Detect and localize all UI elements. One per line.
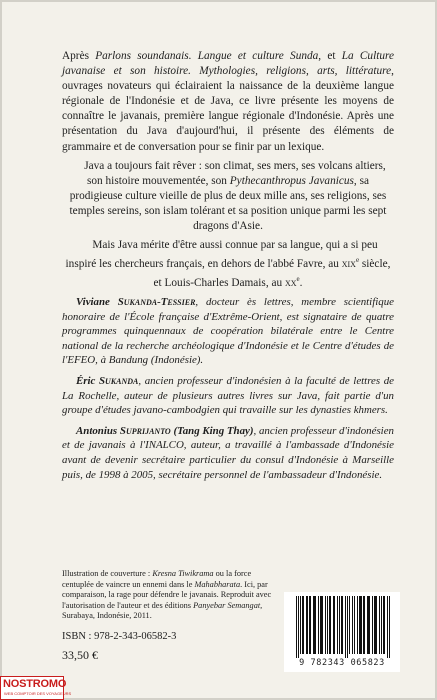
barcode-bar [313, 596, 316, 654]
barcode [284, 592, 400, 672]
barcode-bar [352, 596, 353, 654]
barcode-bar [329, 596, 331, 654]
blurb-paragraph-3: Mais Java mérite d'être aussi connue par sa langue, qui a si peu inspiré les chercheurs français, en dehors de l'abbé Favre, au xix$^e$ siècle, et Louis-Charles Damais, au $xx^e$. [65, 239, 391, 289]
barcode-bar [309, 596, 311, 654]
barcode-bar [383, 596, 385, 654]
barcode-bar [318, 596, 319, 654]
barcode-bar [357, 596, 358, 654]
barcode-bar [302, 596, 304, 654]
barcode-bar [359, 596, 362, 654]
nostromo-logo [0, 676, 72, 700]
blurb-paragraph-1: Après Parlons soundanais. Langue et culture Sunda, et La Culture javanaise et son histoire. Mythologies, religions, arts, littérature, ouvrages novateurs qui éclairaient la naissance de la deuxième langue régionale de l'Indonésie et de Java, ce livre présente les moyens de connaître le javanais, première langue régionale d'Indonésie. Après une présentation du Java d'aujourd'hui, il présente des éléments de grammaire et de conversation pour se finir par un lexique. [62, 50, 394, 153]
barcode-bar [379, 596, 380, 654]
barcode-bar [363, 596, 365, 654]
blurb-paragraph-2: Java a toujours fait rêver : son climat, ses mers, ses volcans altiers, son histoire mouvementée, son Pythecanthropus Javanicus, sa prodigieuse culture vieille de plus de deux mille ans, ses religions, ses temples sereins, son islam tolérant et sa position unique parmi les sept dragons d'Asie. [69, 159, 387, 233]
barcode-bar [296, 596, 297, 658]
barcode-bar [345, 596, 346, 658]
barcode-number: 9 782343 065823 [299, 658, 385, 668]
barcode-bar [341, 596, 343, 654]
barcode-bar [372, 596, 373, 654]
barcode-bar [381, 596, 382, 654]
logo-text: NOSTROMO [3, 678, 67, 690]
barcode-bar [333, 596, 335, 654]
barcode-bar [387, 596, 388, 658]
blurb [62, 49, 394, 295]
barcode-bar [339, 596, 340, 654]
barcode-bar [320, 596, 323, 654]
barcode-bar [347, 596, 348, 658]
author-bio: Antonius Suprijanto (Tang King Thay), ancien professeur d'indonésien et de javanais à l'INALCO, auteur, a travaillé à l'ambassade d'Indonésie avant de devenir secrétaire particulier du consul d'Indonésie à Marseille puis, de 1998 à 2005, secrétaire personnel de l'ambassadeur d'Indonésie. [62, 424, 394, 481]
author-bio: Viviane Sukanda-Tessier, docteur ès lettres, membre scientifique honoraire de l'École française d'Extrême-Orient, est signataire de quatre programmes quinquennaux de coopération bilatérale entre le Centre national de la recherche archéologique d'Indonésie et le Centre d'études de l'EFEO, à Bandung (Indonésie). [62, 296, 394, 367]
barcode-bar [327, 596, 328, 654]
barcode-bar [306, 596, 308, 654]
barcode-bars [294, 596, 390, 658]
author-name: Éric Sukanda [76, 374, 139, 387]
isbn: ISBN : 978-2-343-06582-3 [62, 631, 177, 642]
barcode-bar [367, 596, 370, 654]
barcode-bar [374, 596, 377, 654]
author-name: Viviane Sukanda-Tessier [76, 296, 196, 308]
barcode-bar [298, 596, 299, 658]
logo-tagline: WEB COMPTOIR DES VOYAGEURS [4, 691, 72, 696]
barcode-bar [300, 596, 301, 654]
barcode-bar [325, 596, 326, 654]
cover-illustration-credit: Illustration de couverture : Kresna Tiwikrama ou la force centuplée de vaincre un ennemi dans le Mahabharata. Ici, par comparaison, la rage pour défendre le javanais. Reproduit avec l'autorisation de l'auteur et des éditions Panyebar Semangat, Surabaya, Indonésie, 2011. [62, 569, 272, 621]
author-bio: Éric Sukanda, ancien professeur d'indonésien à la faculté de lettres de La Rochelle, auteur de plusieurs autres livres sur Java, fait partie d'un groupe d'études javano-cambodgien qui travaille sur les dynasties khmers. [62, 374, 394, 417]
barcode-bar [337, 596, 338, 654]
barcode-bar [354, 596, 355, 654]
price: 33,50 € [62, 648, 98, 662]
barcode-bar [389, 596, 390, 658]
barcode-bar [349, 596, 350, 654]
author-bios [62, 295, 394, 488]
author-name: Antonius Suprijanto (Tang King Thay) [76, 424, 254, 437]
